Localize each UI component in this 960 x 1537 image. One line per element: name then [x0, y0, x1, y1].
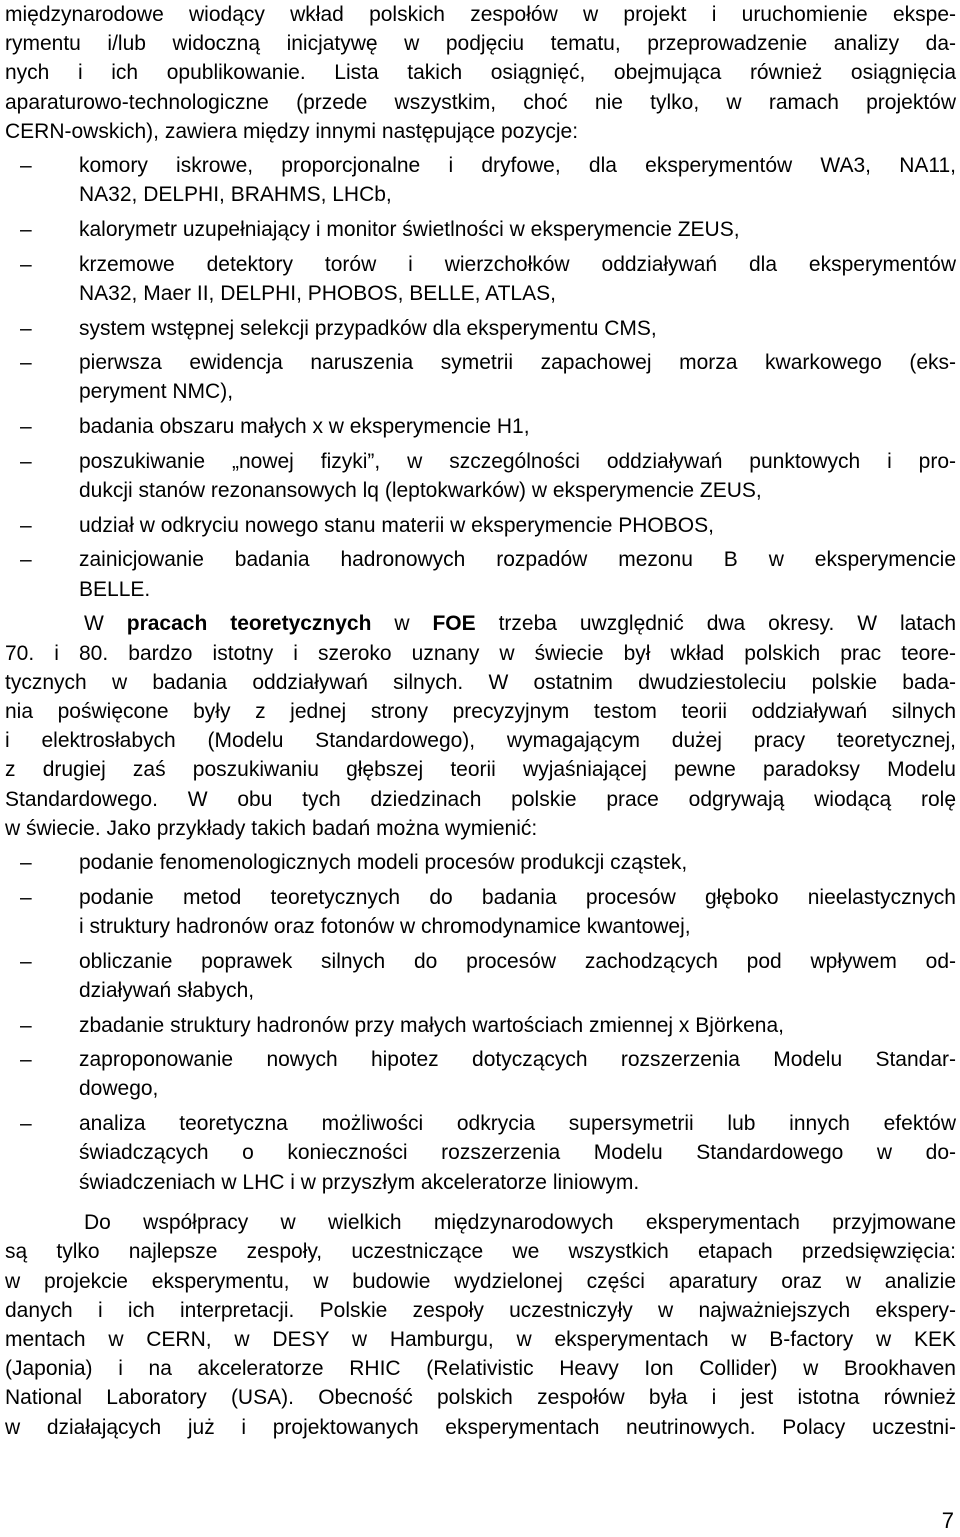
dash-bullet: – — [20, 449, 32, 473]
text-line: i elektrosłabych (Modelu Standardowego), wymagającym dużej pracy teoretycznej, — [5, 729, 956, 753]
theory-paragraph — [5, 609, 956, 843]
text-line: podanie fenomenologicznych modeli procesów produkcji cząstek, — [79, 850, 688, 874]
list-item — [5, 348, 956, 406]
list-item — [5, 151, 956, 209]
dash-bullet: – — [20, 351, 32, 375]
text-line: w działających już i projektowanych eksperymentach neutrinowych. Polacy uczestni- — [5, 1415, 956, 1439]
dash-bullet: – — [20, 1112, 32, 1136]
dash-bullet: – — [20, 1013, 32, 1037]
text-line — [5, 609, 956, 638]
text-line: tycznych w badania oddziaływań silnych. W ostatnim dwudziestoleciu polskie bada- — [5, 670, 956, 694]
text-line: komory iskrowe, proporcjonalne i dryfowe, dla eksperymentów WA3, NA11, — [79, 154, 956, 178]
dash-bullet: – — [20, 885, 32, 909]
list-item — [5, 848, 956, 877]
text-line: BELLE. — [79, 577, 151, 601]
text-line: kalorymetr uzupełniający i monitor świetlności w eksperymencie ZEUS, — [79, 217, 740, 241]
text-line: badania obszaru małych x w eksperymencie H1, — [79, 415, 530, 439]
text-run: w — [371, 612, 433, 636]
dash-bullet: – — [20, 513, 32, 537]
text-run: W — [84, 612, 127, 636]
list-item — [5, 447, 956, 505]
page-number: 7 — [941, 1508, 954, 1533]
text-line: świadczeniach w LHC i w przyszłym akceleratorze liniowym. — [79, 1170, 640, 1194]
list-item — [5, 215, 956, 244]
text-line: zbadanie struktury hadronów przy małych wartościach zmiennej x Björkena, — [79, 1013, 784, 1037]
text-run: trzeba uwzględnić dwa okresy. W latach — [475, 612, 956, 636]
text-line: system wstępnej selekcji przypadków dla eksperymentu CMS, — [79, 316, 657, 340]
text-line: (Japonia) i na akceleratorze RHIC (Relativistic Heavy Ion Collider) w Brookhaven — [5, 1357, 956, 1381]
text-line: podanie metod teoretycznych do badania procesów głęboko nieelastycznych — [79, 885, 956, 909]
text-line: analiza teoretyczna możliwości odkrycia supersymetrii lub innych efektów — [79, 1112, 956, 1136]
list-item — [5, 314, 956, 343]
text-line: świadczących o konieczności rozszerzenia Modelu Standardowego w do- — [79, 1141, 956, 1165]
list-item — [5, 947, 956, 1005]
emphasis-theoretical-work: pracach teoretycznych — [126, 612, 372, 636]
text-line: zainicjowanie badania hadronowych rozpadów mezonu B w eksperymencie — [79, 548, 956, 572]
text-line: w projekcie eksperymentu, w budowie wydzielonej części aparatury oraz w analizie — [5, 1269, 956, 1293]
dash-bullet: – — [20, 949, 32, 973]
text-line: National Laboratory (USA). Obecność polskich zespołów była i jest istotna również — [5, 1386, 956, 1410]
intro-paragraph — [5, 0, 956, 146]
text-line: krzemowe detektory torów i wierzchołków oddziaływań dla eksperymentów — [79, 252, 956, 276]
list-item — [5, 511, 956, 540]
dash-bullet: – — [20, 316, 32, 340]
list-item — [5, 1011, 956, 1040]
dash-bullet: – — [20, 415, 32, 439]
text-line: NA32, DELPHI, BRAHMS, LHCb, — [79, 183, 392, 207]
text-line: nych i ich opublikowanie. Lista takich osiągnięć, obejmująca również osiągnięcia — [5, 61, 956, 85]
list-item — [5, 1109, 956, 1197]
text-line: pierwsza ewidencja naruszenia symetrii zapachowej morza kwarkowego (eks- — [79, 351, 956, 375]
list-item — [5, 250, 956, 308]
theoretical-achievements-list — [5, 848, 956, 1197]
list-item — [5, 883, 956, 941]
text-line: nia poświęcone były z jednej strony precyzyjnym testom teorii oddziaływań silnych — [5, 699, 956, 723]
text-line: działywań słabych, — [79, 978, 255, 1002]
text-line: z drugiej zaś poszukiwaniu głębszej teorii wyjaśniającej pewne paradoksy Modelu — [5, 758, 956, 782]
text-line: Do współpracy w wielkich międzynarodowych eksperymentach przyjmowane — [84, 1211, 956, 1235]
text-line: dowego, — [79, 1077, 159, 1101]
dash-bullet: – — [20, 1048, 32, 1072]
text-line: peryment NMC), — [79, 380, 234, 404]
experimental-achievements-list — [5, 151, 956, 604]
emphasis-foe: FOE — [432, 612, 476, 636]
dash-bullet: – — [20, 252, 32, 276]
list-item — [5, 545, 956, 603]
text-line: poszukiwanie „nowej fizyki”, w szczególności oddziaływań punktowych i pro- — [79, 449, 956, 473]
dash-bullet: – — [20, 850, 32, 874]
dash-bullet: – — [20, 548, 32, 572]
dash-bullet: – — [20, 154, 32, 178]
text-line: aparaturowo-technologiczne (przede wszystkim, choć nie tylko, w ramach projektów — [5, 90, 956, 114]
text-line: międzynarodowe wiodący wkład polskich zespołów w projekt i uruchomienie ekspe- — [5, 3, 956, 26]
text-line: mentach w CERN, w DESY w Hamburgu, w eksperymentach w B-factory w KEK — [5, 1328, 956, 1352]
text-line: danych i ich interpretacji. Polskie zespoły uczestniczyły w najważniejszych ekspery- — [5, 1298, 956, 1322]
document-page — [5, 0, 956, 1442]
text-line: w świecie. Jako przykłady takich badań można wymienić: — [5, 816, 538, 840]
text-line: NA32, Maer II, DELPHI, PHOBOS, BELLE, ATLAS, — [79, 281, 556, 305]
collaboration-paragraph — [5, 1208, 956, 1442]
dash-bullet: – — [20, 217, 32, 241]
text-line: zaproponowanie nowych hipotez dotyczących rozszerzenia Modelu Standar- — [79, 1048, 956, 1072]
list-item — [5, 412, 956, 441]
text-line: udział w odkryciu nowego stanu materii w eksperymencie PHOBOS, — [79, 513, 714, 537]
text-line: 70. i 80. bardzo istotny i szeroko uznany w świecie był wkład polskich prac teore- — [5, 641, 956, 665]
text-line: i struktury hadronów oraz fotonów w chromodynamice kwantowej, — [79, 914, 691, 938]
text-line: obliczanie poprawek silnych do procesów zachodzących pod wpływem od- — [79, 949, 956, 973]
text-line: Standardowego. W obu tych dziedzinach polskie prace odgrywają wiodącą rolę — [5, 787, 956, 811]
text-line: są tylko najlepsze zespoły, uczestniczące we wszystkich etapach przedsięwzięcia: — [5, 1240, 956, 1264]
text-line: CERN-owskich), zawiera między innymi następujące pozycje: — [5, 119, 579, 143]
list-item — [5, 1045, 956, 1103]
text-line: rymentu i/lub widoczną inicjatywę w podjęciu tematu, przeprowadzenie analizy da- — [5, 32, 956, 56]
text-line: dukcji stanów rezonansowych lq (leptokwarków) w eksperymencie ZEUS, — [79, 479, 762, 503]
